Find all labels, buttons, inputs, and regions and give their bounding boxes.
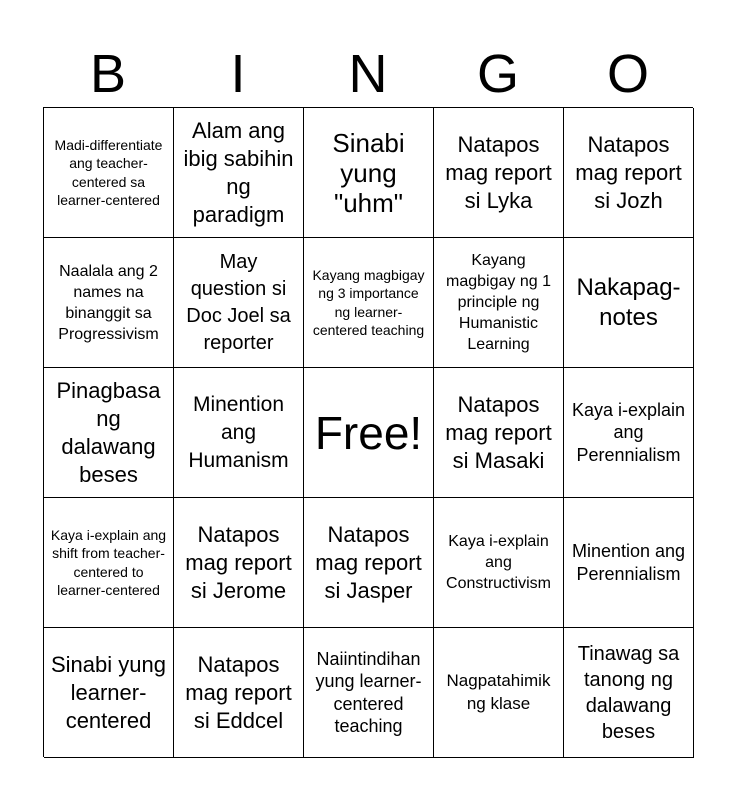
bingo-cell-text: Minention ang Perennialism bbox=[571, 541, 686, 584]
bingo-cell-text: Alam ang ibig sabihin ng paradigm bbox=[183, 117, 294, 227]
bingo-cell-text: Natapos mag report si Jozh bbox=[575, 131, 682, 213]
bingo-cell-text: Minention ang Humanism bbox=[188, 392, 289, 472]
bingo-cell-r5c5[interactable] bbox=[564, 628, 694, 758]
bingo-cell-r2c3[interactable] bbox=[304, 238, 434, 368]
bingo-header bbox=[43, 40, 693, 108]
header-letter-i: I bbox=[230, 44, 246, 104]
bingo-cell-text: Kayang magbigay ng 1 principle ng Humanistic Learning bbox=[446, 252, 551, 353]
bingo-cell-r3c2[interactable] bbox=[174, 368, 304, 498]
bingo-cell-text: Natapos mag report si Lyka bbox=[445, 131, 552, 213]
bingo-cell-r4c3[interactable] bbox=[304, 498, 434, 628]
bingo-cell-text: Nagpatahimik ng klase bbox=[446, 671, 551, 713]
bingo-card bbox=[43, 107, 693, 757]
bingo-cell-text: Naiintindihan yung learner-centered teaching bbox=[315, 648, 422, 736]
bingo-cell-r3c4[interactable] bbox=[434, 368, 564, 498]
bingo-cell-r2c5[interactable] bbox=[564, 238, 694, 368]
bingo-cell-r5c1[interactable] bbox=[44, 628, 174, 758]
header-letter-g: G bbox=[476, 44, 519, 104]
bingo-cell-text: May question si Doc Joel sa reporter bbox=[186, 250, 291, 354]
bingo-cell-text: Kaya i-explain ang Perennialism bbox=[571, 399, 686, 465]
bingo-cell-text: Sinabi yung "uhm" bbox=[332, 127, 405, 218]
bingo-cell-text: Nakapag-notes bbox=[576, 273, 681, 331]
bingo-cell-text: Madi-differentiate ang teacher-centered sa learner-centered bbox=[54, 136, 163, 208]
bingo-cell-r4c2[interactable] bbox=[174, 498, 304, 628]
bingo-cell-r1c5[interactable] bbox=[564, 108, 694, 238]
bingo-cell-r3c1[interactable] bbox=[44, 368, 174, 498]
bingo-cell-r2c1[interactable] bbox=[44, 238, 174, 368]
bingo-cell-r1c3[interactable] bbox=[304, 108, 434, 238]
bingo-cell-r1c2[interactable] bbox=[174, 108, 304, 238]
bingo-cell-r2c4[interactable] bbox=[434, 238, 564, 368]
bingo-cell-r2c2[interactable] bbox=[174, 238, 304, 368]
bingo-cell-text: Kaya i-explain ang shift from teacher-centered to learner-centered bbox=[50, 526, 167, 598]
bingo-cell-r1c4[interactable] bbox=[434, 108, 564, 238]
bingo-cell-r4c4[interactable] bbox=[434, 498, 564, 628]
bingo-cell-r4c1[interactable] bbox=[44, 498, 174, 628]
bingo-cell-text: Naalala ang 2 names na binanggit sa Progressivism bbox=[58, 262, 159, 343]
bingo-cell-text: Free! bbox=[314, 406, 423, 459]
bingo-cell-r3c5[interactable] bbox=[564, 368, 694, 498]
bingo-cell-text: Kaya i-explain ang Constructivism bbox=[446, 533, 551, 592]
bingo-cell-text: Natapos mag report si Jasper bbox=[315, 521, 422, 603]
bingo-cell-text: Kayang magbigay ng 3 importance ng learner-centered teaching bbox=[312, 266, 425, 338]
header-letter-b: B bbox=[89, 44, 127, 104]
bingo-cell-r1c1[interactable] bbox=[44, 108, 174, 238]
bingo-cell-text: Tinawag sa tanong ng dalawang beses bbox=[577, 642, 680, 743]
bingo-cell-text: Pinagbasa ng dalawang beses bbox=[56, 377, 161, 487]
bingo-cell-r5c2[interactable] bbox=[174, 628, 304, 758]
bingo-cell-text: Natapos mag report si Eddcel bbox=[185, 651, 292, 733]
bingo-cell-r5c3[interactable] bbox=[304, 628, 434, 758]
header-letter-o: O bbox=[606, 44, 649, 104]
bingo-cell-free[interactable] bbox=[304, 368, 434, 498]
bingo-cell-text: Natapos mag report si Jerome bbox=[185, 521, 292, 603]
bingo-cell-r5c4[interactable] bbox=[434, 628, 564, 758]
header-letter-n: N bbox=[348, 44, 388, 104]
bingo-cell-text: Natapos mag report si Masaki bbox=[445, 391, 552, 473]
bingo-cell-text: Sinabi yung learner-centered bbox=[51, 651, 166, 733]
bingo-cell-r4c5[interactable] bbox=[564, 498, 694, 628]
